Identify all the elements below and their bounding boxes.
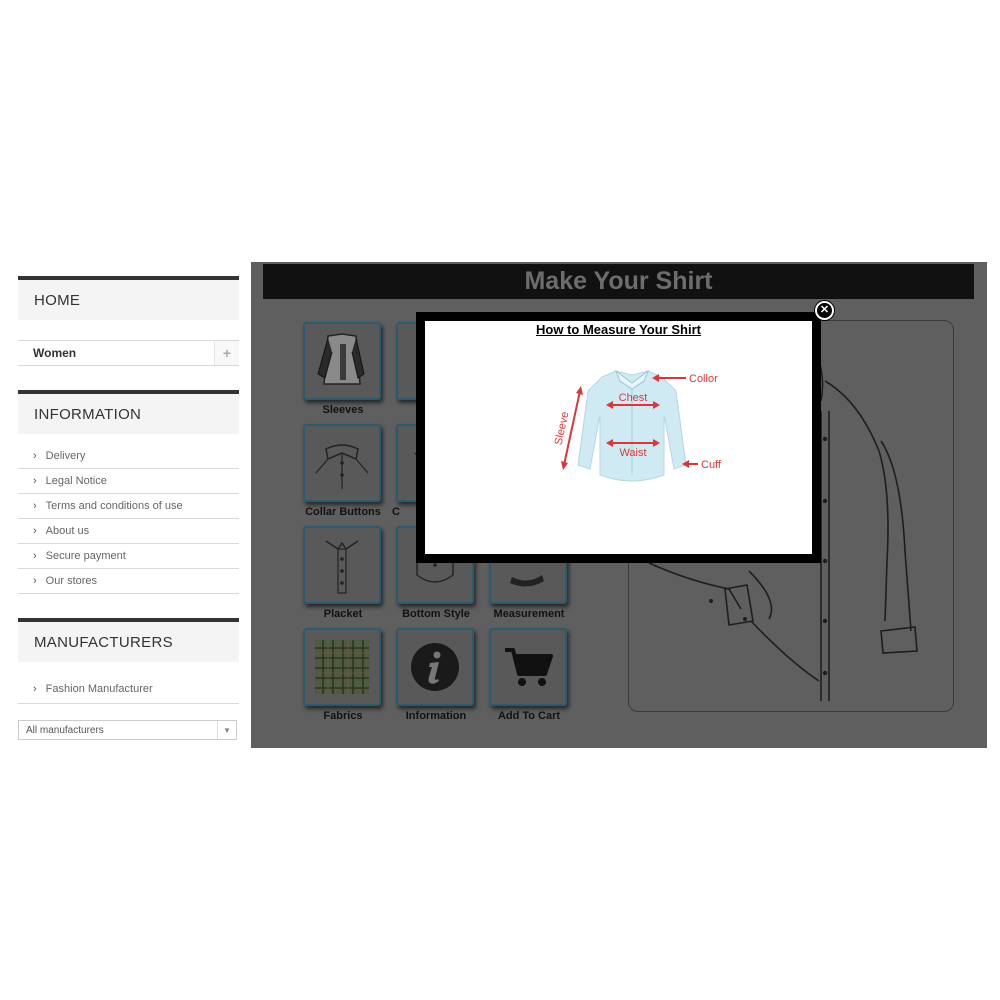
info-icon xyxy=(406,638,464,696)
sleeves-icon xyxy=(312,330,372,392)
tile-label: Sleeves xyxy=(322,404,364,416)
link-label: Legal Notice xyxy=(45,475,107,487)
info-link-our-stores[interactable] xyxy=(18,569,239,594)
info-link-legal-notice[interactable] xyxy=(18,469,239,494)
cart-icon xyxy=(499,638,557,696)
collar-buttons-icon xyxy=(312,433,372,493)
tile-label: Bottom Style xyxy=(402,608,470,620)
waist-label: Waist xyxy=(619,447,647,459)
link-label: Terms and conditions of use xyxy=(45,500,183,512)
measurement-diagram xyxy=(552,357,721,487)
plus-icon[interactable]: + xyxy=(214,341,239,365)
modal-title: How to Measure Your Shirt xyxy=(536,322,701,337)
tile-label: Information xyxy=(405,710,467,722)
tile-label: Placket xyxy=(323,608,363,620)
link-label: Fashion Manufacturer xyxy=(45,682,153,695)
tile-label: Measurement xyxy=(493,608,565,620)
fabrics-icon xyxy=(313,638,371,696)
measure-modal xyxy=(416,312,821,563)
manufacturer-select-value: All manufacturers xyxy=(26,724,104,736)
link-label: About us xyxy=(45,525,90,537)
chevron-right-icon: › xyxy=(33,475,37,487)
category-item-women[interactable] xyxy=(18,340,239,366)
info-link-delivery[interactable] xyxy=(18,444,239,469)
designer-title: Make Your Shirt xyxy=(263,264,974,299)
categories-heading: HOME xyxy=(18,276,239,320)
chevron-down-icon[interactable]: ▼ xyxy=(217,721,236,739)
tile-fabrics[interactable] xyxy=(303,628,381,706)
chevron-right-icon: › xyxy=(33,450,37,462)
tile-label: Fabrics xyxy=(323,710,363,722)
tile-add-to-cart[interactable] xyxy=(489,628,567,706)
link-label: Delivery xyxy=(45,450,86,462)
information-heading: INFORMATION xyxy=(18,390,239,434)
tile-sleeves[interactable] xyxy=(303,322,381,400)
collar-label: Collor xyxy=(689,373,718,385)
chevron-right-icon: › xyxy=(33,500,37,512)
manufacturer-select[interactable] xyxy=(18,720,237,740)
tile-label: C xyxy=(392,506,400,518)
chevron-right-icon: › xyxy=(33,525,37,537)
manufacturers-heading: MANUFACTURERS xyxy=(18,618,239,662)
sleeve-label: Sleeve xyxy=(552,410,572,447)
tile-information[interactable] xyxy=(396,628,474,706)
info-link-about-us[interactable] xyxy=(18,519,239,544)
tile-collar-buttons[interactable] xyxy=(303,424,381,502)
category-label: Women xyxy=(33,346,77,360)
link-label: Our stores xyxy=(45,575,98,587)
chevron-right-icon: › xyxy=(33,575,37,587)
tile-placket[interactable] xyxy=(303,526,381,604)
tile-label: Collar Buttons xyxy=(305,506,381,518)
close-icon[interactable]: ✕ xyxy=(815,301,834,320)
manufacturer-link[interactable] xyxy=(18,674,239,704)
tile-label: Add To Cart xyxy=(497,710,561,722)
link-label: Secure payment xyxy=(45,550,126,562)
chevron-right-icon: › xyxy=(33,550,37,562)
info-link-secure-payment[interactable] xyxy=(18,544,239,569)
placket-icon xyxy=(312,535,372,595)
manufacturer-links xyxy=(18,674,239,704)
left-sidebar xyxy=(18,276,239,740)
info-link-terms[interactable] xyxy=(18,494,239,519)
chevron-right-icon: › xyxy=(33,682,37,695)
cuff-label: Cuff xyxy=(701,459,721,471)
chest-label: Chest xyxy=(618,392,648,404)
information-links xyxy=(18,444,239,594)
